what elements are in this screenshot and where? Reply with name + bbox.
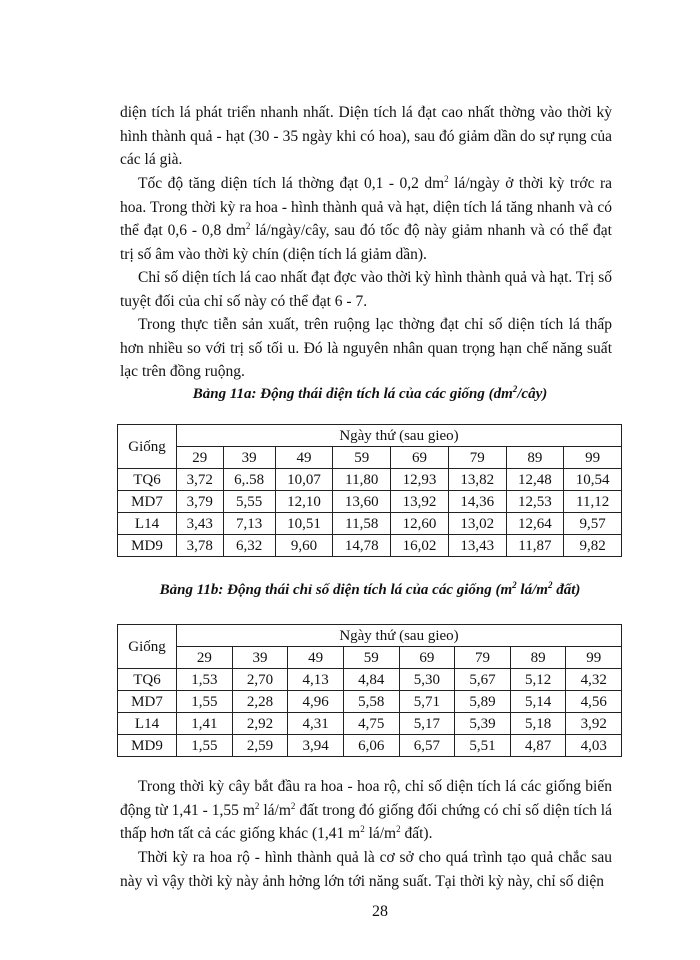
value-cell: 4,96 (288, 691, 344, 713)
value-cell: 6,32 (223, 535, 275, 557)
day-cell: 39 (223, 447, 275, 469)
value-cell: 5,30 (399, 669, 455, 691)
value-cell: 13,60 (333, 491, 391, 513)
day-cell: 79 (448, 447, 506, 469)
value-cell: 2,70 (232, 669, 288, 691)
value-cell: 12,60 (391, 513, 449, 535)
day-cell: 69 (391, 447, 449, 469)
day-cell: 49 (288, 647, 344, 669)
value-cell: 5,12 (510, 669, 566, 691)
value-cell: 4,56 (566, 691, 622, 713)
table-row (118, 669, 622, 691)
superscript: 2 (245, 221, 251, 232)
value-cell: 4,75 (343, 713, 399, 735)
paragraph-leaf-growth (120, 101, 612, 172)
value-cell: 3,94 (288, 735, 344, 757)
value-cell: 11,12 (564, 491, 622, 513)
header-giong: Giống (118, 425, 177, 469)
superscript: 2 (290, 800, 296, 811)
value-cell: 10,51 (275, 513, 333, 535)
value-cell: 12,10 (275, 491, 333, 513)
superscript: 2 (360, 824, 365, 835)
value-cell: 12,93 (391, 469, 449, 491)
value-cell: 5,18 (510, 713, 566, 735)
header-giong: Giống (118, 625, 177, 669)
table-row (118, 469, 622, 491)
caption-text: Bảng 11a: Động thái diện tích lá của các giống (dm (192, 386, 513, 402)
paragraph-text: Chỉ số diện tích lá cao nhất đạt đợc vào thời kỳ hình thành quả và hạt. Trị số tuyệt đối của chỉ số này có thể đạt 6 - 7. (120, 269, 612, 310)
day-cell: 49 (275, 447, 333, 469)
day-cell: 89 (510, 647, 566, 669)
header-days: Ngày thứ (sau gieo) (177, 625, 622, 647)
value-cell: 5,17 (399, 713, 455, 735)
value-cell: 2,59 (232, 735, 288, 757)
value-cell: 10,54 (564, 469, 622, 491)
paragraph-leaf-index (120, 266, 612, 313)
value-cell: 4,32 (566, 669, 622, 691)
variety-cell: TQ6 (118, 669, 177, 691)
day-cell: 59 (333, 447, 391, 469)
value-cell: 5,14 (510, 691, 566, 713)
paragraph-text: Thời kỳ ra hoa rộ - hình thành quả là cơ sở cho quá trình tạo quả chắc sau này vì vậy thời kỳ này ảnh hởng lớn tới năng suất. Tại thời kỳ này, chỉ số diện (120, 849, 612, 890)
day-cell: 69 (399, 647, 455, 669)
paragraph-growth-rate (120, 172, 612, 266)
paragraph-text: lá/m (259, 801, 291, 819)
value-cell: 6,06 (343, 735, 399, 757)
variety-cell: L14 (118, 513, 177, 535)
day-cell: 39 (232, 647, 288, 669)
paragraph-text: lá/ngày ở thời kỳ trớc ra hoa. Trong thời kỳ ra hoa - hình thành quả và hạt, diện tích lá tăng nhanh và có thể đạt 0,6 - 0,8 dm (120, 175, 612, 240)
value-cell: 4,87 (510, 735, 566, 757)
value-cell: 9,57 (564, 513, 622, 535)
table-row (118, 513, 622, 535)
value-cell: 5,58 (343, 691, 399, 713)
variety-cell: TQ6 (118, 469, 177, 491)
value-cell: 5,71 (399, 691, 455, 713)
paragraph-text: đất). (400, 825, 433, 843)
paragraph-peak-flowering (120, 846, 612, 893)
paragraph-text: lá/ngày/cây, sau đó tốc độ này giảm nhanh và có thể đạt trị số âm vào thời kỳ chín (diện tích lá giảm dần). (120, 222, 612, 263)
value-cell: 1,53 (177, 669, 233, 691)
superscript: 2 (444, 174, 449, 184)
day-cell: 29 (177, 447, 224, 469)
page-number: 28 (372, 903, 388, 920)
value-cell: 13,82 (448, 469, 506, 491)
paragraph-practice (120, 313, 612, 384)
value-cell: 3,78 (177, 535, 224, 557)
table-header-row (118, 425, 622, 447)
value-cell: 13,02 (448, 513, 506, 535)
value-cell: 12,53 (506, 491, 564, 513)
value-cell: 2,28 (232, 691, 288, 713)
superscript: 2 (512, 384, 518, 394)
value-cell: 11,58 (333, 513, 391, 535)
superscript: 2 (547, 580, 553, 590)
value-cell: 5,89 (455, 691, 511, 713)
value-cell: 10,07 (275, 469, 333, 491)
caption-text: Bảng 11b: Động thái chỉ số diện tích lá của các giống (m (159, 582, 513, 598)
value-cell: 5,51 (455, 735, 511, 757)
table-leaf-area (117, 424, 622, 557)
paragraph-text: lá/m (364, 825, 397, 843)
value-cell: 3,92 (566, 713, 622, 735)
value-cell: 7,13 (223, 513, 275, 535)
value-cell: 13,43 (448, 535, 506, 557)
value-cell: 5,67 (455, 669, 511, 691)
value-cell: 12,48 (506, 469, 564, 491)
caption-text: lá/m (516, 582, 548, 598)
day-cell: 29 (177, 647, 233, 669)
value-cell: 6,.58 (223, 469, 275, 491)
day-cell: 59 (343, 647, 399, 669)
table-b-caption (110, 582, 630, 599)
paragraph-text: Trong thực tiễn sản xuất, trên ruộng lạc thờng đạt chỉ số diện tích lá thấp hơn nhiều so với trị số tối u. Đó là nguyên nhân quan trọng hạn chế năng suất lạc trên đồng ruộng. (120, 316, 612, 381)
table-days-row (118, 647, 622, 669)
paragraph-text: đất trong đó giống đối chứng có chỉ số diện tích lá thấp hơn tất cả các giống khác (1,41 m (120, 801, 612, 843)
value-cell: 14,78 (333, 535, 391, 557)
table-header-row (118, 625, 622, 647)
day-cell: 89 (506, 447, 564, 469)
day-cell: 79 (455, 647, 511, 669)
table-row (118, 691, 622, 713)
value-cell: 3,43 (177, 513, 224, 535)
paragraph-text: Trong thời kỳ cây bắt đầu ra hoa - hoa rộ, chỉ số diện tích lá các giống biến động từ 1,41 - 1,55 m (120, 778, 612, 819)
value-cell: 1,55 (177, 735, 233, 757)
value-cell: 5,39 (455, 713, 511, 735)
table-days-row (118, 447, 622, 469)
variety-cell: MD9 (118, 735, 177, 757)
value-cell: 9,60 (275, 535, 333, 557)
paragraph-flowering (120, 775, 612, 846)
variety-cell: MD7 (118, 691, 177, 713)
table-row (118, 713, 622, 735)
value-cell: 11,80 (333, 469, 391, 491)
paragraph-text: Tốc độ tăng diện tích lá thờng đạt 0,1 - 0,2 dm (138, 175, 445, 192)
value-cell: 4,31 (288, 713, 344, 735)
variety-cell: L14 (118, 713, 177, 735)
superscript: 2 (512, 580, 517, 590)
value-cell: 16,02 (391, 535, 449, 557)
value-cell: 6,57 (399, 735, 455, 757)
value-cell: 14,36 (448, 491, 506, 513)
superscript: 2 (254, 800, 260, 811)
value-cell: 3,72 (177, 469, 224, 491)
header-days: Ngày thứ (sau gieo) (177, 425, 622, 447)
day-cell: 99 (566, 647, 622, 669)
table-a-caption (110, 386, 630, 403)
value-cell: 5,55 (223, 491, 275, 513)
caption-text: đất) (552, 582, 581, 598)
caption-text: /cây) (517, 386, 548, 402)
value-cell: 4,84 (343, 669, 399, 691)
table-row (118, 735, 622, 757)
value-cell: 1,55 (177, 691, 233, 713)
superscript: 2 (396, 824, 401, 835)
paragraph-text: diện tích lá phát triển nhanh nhất. Diện tích lá đạt cao nhất thờng vào thời kỳ hình thành quả - hạt (30 - 35 ngày khi có hoa), sau đó giảm dần do sự rụng của các lá già. (120, 104, 612, 169)
day-cell: 99 (564, 447, 622, 469)
table-row (118, 535, 622, 557)
value-cell: 9,82 (564, 535, 622, 557)
variety-cell: MD7 (118, 491, 177, 513)
table-row (118, 491, 622, 513)
value-cell: 2,92 (232, 713, 288, 735)
value-cell: 4,13 (288, 669, 344, 691)
value-cell: 3,79 (177, 491, 224, 513)
value-cell: 11,87 (506, 535, 564, 557)
variety-cell: MD9 (118, 535, 177, 557)
table-leaf-area-index (117, 624, 622, 757)
value-cell: 1,41 (177, 713, 233, 735)
value-cell: 13,92 (391, 491, 449, 513)
value-cell: 12,64 (506, 513, 564, 535)
value-cell: 4,03 (566, 735, 622, 757)
